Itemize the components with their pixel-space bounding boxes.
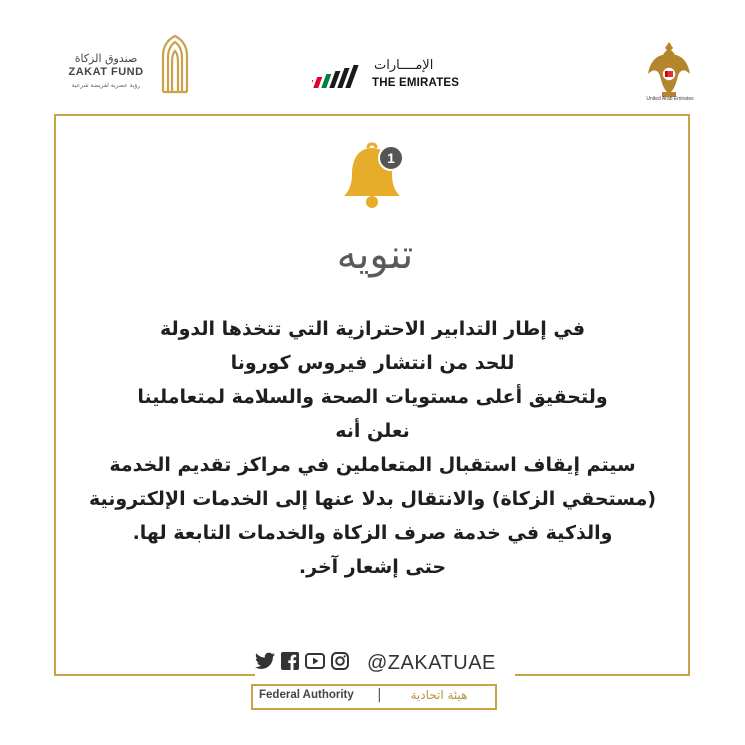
authority-separator: | [377,687,382,703]
notice-line: نعلن أنه [335,420,410,442]
facebook-icon[interactable] [281,652,299,674]
federal-authority-badge [251,684,497,710]
zakat-fund-logo[interactable] [52,34,187,100]
notice-line: في إطار التدابير الاحترازية التي تتخذها الدولة [159,318,586,340]
notice-line: ولتحقيق أعلى مستويات الصحة والسلامة لمتعاملينا [137,386,608,408]
notice-title-calligraphy [310,202,440,282]
zakat-fund-name-en: ZAKAT FUND [68,66,144,78]
notice-line: (مستحقي الزكاة) والانتقال بدلا عنها إلى الخدمات الإلكترونية [88,488,657,510]
emirates-stripe [321,74,331,88]
header [0,0,745,110]
instagram-icon[interactable] [331,652,349,674]
emirates-stripes-icon [312,64,368,90]
social-bar [255,649,515,677]
emirates-stripe [313,77,322,88]
notification-badge-count: 1 [387,150,395,166]
twitter-icon[interactable] [255,652,275,674]
notice-line: حتى إشعار آخر. [298,556,447,578]
zakat-arch-emblem-icon [160,34,190,94]
emirates-name-ar: الإمــــارات [374,58,434,73]
notice-line: سيتم إيقاف استقبال المتعاملين في مراكز تقديم الخدمة [109,454,636,476]
emirates-name-en: THE EMIRATES [372,77,460,89]
notice-line: والذكية في خدمة صرف الزكاة والخدمات التابعة لها. [132,522,613,544]
notice-line: للحد من انتشار فيروس كورونا [230,352,515,374]
emirates-stripe [312,80,313,88]
zakat-fund-name-ar: صندوق الزكاة [74,52,138,65]
the-emirates-logo[interactable] [312,58,472,98]
authority-en: Federal Authority [259,689,354,701]
authority-ar: هيئة اتحادية [410,688,468,702]
uae-falcon-emblem-icon [646,40,692,102]
uae-emblem-label: United Arab Emirates [646,96,694,102]
social-handle[interactable]: @ZAKATUAE [367,652,496,674]
notice-body [60,312,685,584]
notice-title-text: تنويه [336,232,414,278]
zakat-fund-tagline: رؤية عصرية لفريضة شرعية [71,82,141,89]
youtube-icon[interactable] [305,653,325,673]
